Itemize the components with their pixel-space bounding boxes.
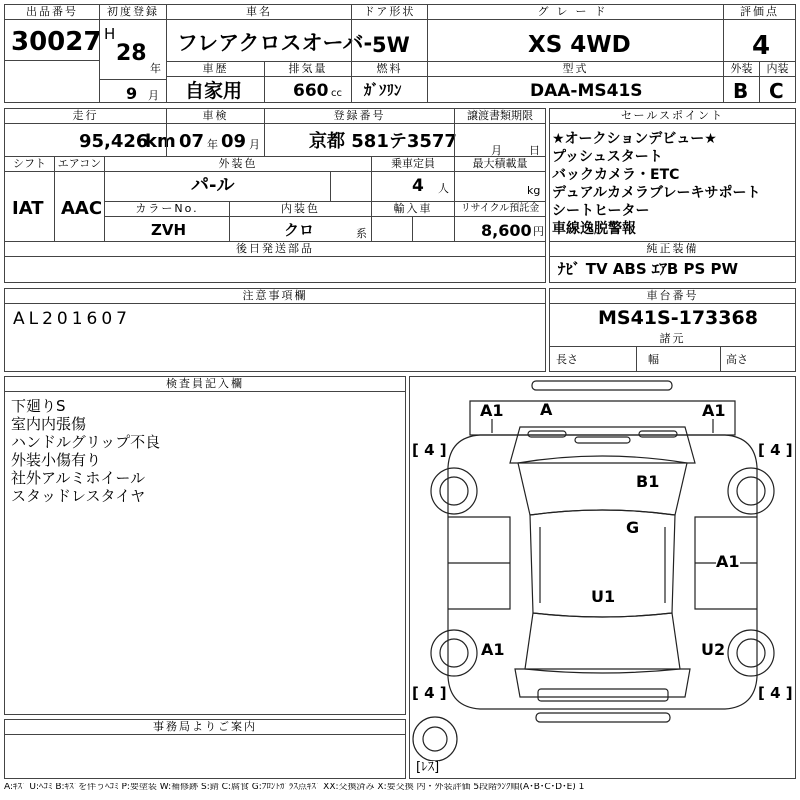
chassis-number: MS41S-173368 [598,307,758,329]
mark-a1-rear-left: A1 [481,640,505,659]
era: H [104,25,116,43]
model-box [427,61,724,103]
grade-value: XS 4WD [528,32,631,58]
chassis-box [549,288,796,372]
plate-label: 登録番号 [265,109,454,124]
spare-tire-label: [ﾚｽ] [416,760,440,775]
shift-box [4,156,55,242]
inspection-label: 車検 [167,109,264,124]
displacement-label: 排気量 [265,62,351,77]
inspector-label: 検査員記入欄 [5,377,405,392]
exterior-label: 外装 [724,62,759,77]
length-label: 長さ [556,353,578,366]
mark-a1-front-right: A1 [702,401,726,420]
load-unit: kg [527,184,541,197]
interior-box [759,61,796,103]
intcolor-box [229,201,372,242]
score-value: 4 [752,31,771,61]
inspector-line-4: 外装小傷有り [11,451,102,469]
load-box [454,156,546,202]
reg-year-unit: 年 [150,62,161,75]
chassis-label: 車台番号 [550,289,795,304]
inspection-box [166,108,265,157]
transfer-box [454,108,546,157]
plate-value: 京都 581テ3577 [309,131,457,152]
intcolor-label: 内装色 [230,202,371,217]
ac-box [54,156,105,242]
car-name-box [166,4,373,62]
shift-value: IAT [12,198,44,219]
sales-point-5: シートヒーター [552,203,650,219]
lot-label: 出品番号 [5,5,99,20]
history-value: 自家用 [185,80,243,102]
import-box [371,201,455,242]
door-value: 5W [372,33,410,57]
interior-label: 内装 [760,62,795,77]
lot-box [4,4,100,61]
displacement-value: 660 [293,81,329,101]
recycle-label: リサイクル預託金 [455,202,545,217]
displacement-box [264,61,352,103]
tire-rear-left: [ 4 ] [412,684,447,702]
score-label: 評価点 [724,5,795,20]
intcolor-unit: 系 [356,227,367,240]
specs-label: 諸元 [550,332,795,347]
mark-u1: U1 [591,587,616,606]
later-parts-box [4,241,546,283]
notes-box [4,288,546,372]
ac-label: エアコン [55,157,104,172]
legend: A:ｷｽﾞ U:ﾍｺﾐ B:ｷｽﾞを伴うﾍｺﾐ P:要塗装 W:補修跡 S:錆 C:腐食 G:ﾌﾛﾝﾄｶﾞﾗｽ点ｷｽﾞ XX:交換済み X:要交換 内・外装評価 5段階ﾗﾝｸ順(A･B･C･D･E) 1 [4,783,585,792]
sales-point-1: ★オークションデビュー★ [552,131,717,147]
capacity-box [371,156,455,202]
equipment-label: 純正装備 [550,242,795,257]
colorno-label: カラーNo. [105,202,229,217]
exterior-box [723,61,760,103]
history-box [166,61,265,103]
history-label: 車歴 [167,62,264,77]
width-label: 幅 [648,353,659,366]
equipment-box [549,241,796,283]
reg-year: 28 [116,41,147,66]
mark-u2: U2 [701,640,726,659]
plate-box [264,108,455,157]
capacity-unit: 人 [438,182,449,195]
tire-rear-right: [ 4 ] [758,684,793,702]
sales-point-2: プッシュスタート [552,149,663,165]
load-label: 最大積載量 [455,157,545,172]
first-reg-label: 初度登録 [100,5,166,20]
office-box [4,719,406,779]
recycle-box [454,201,546,242]
sales-points-box [549,108,796,242]
reg-month: 9 [126,84,138,103]
fuel-box [351,61,428,103]
mileage-value: 95,426 [79,131,149,152]
lot-lower-box [4,60,100,103]
sales-points-label: セールスポイント [550,109,795,124]
mark-a1-side: A1 [716,552,740,571]
inspection-year-unit: 年 [207,138,218,151]
mileage-label: 走行 [5,109,166,124]
inspector-line-2: 室内内張傷 [11,415,87,433]
recycle-value: 8,600 [481,221,532,240]
grade-box [427,4,724,62]
mark-g: G [626,518,640,537]
first-reg-box [99,4,167,103]
exterior-grade: B [733,79,749,103]
notes-label: 注意事項欄 [5,289,545,304]
inspection-year: 07 [179,131,205,152]
import-label: 輸入車 [372,202,454,217]
color-value: パ-ル [191,175,235,196]
lot-number: 30027 [11,27,102,57]
mark-a1-front-left: A1 [480,401,504,420]
door-box [351,4,428,62]
car-diagram [410,377,795,778]
sales-point-4: デュアルカメラブレーキサポート [552,185,761,201]
fuel-value: ｶﾞｿﾘﾝ [364,81,402,99]
office-label: 事務局よりご案内 [5,720,405,735]
colorno-value: ZVH [151,221,187,239]
color-box [104,156,372,202]
model-value: DAA-MS41S [530,81,643,101]
shift-label: シフト [5,157,54,172]
ac-value: AAC [61,198,103,219]
sales-point-6: 車線逸脱警報 [552,221,636,237]
equipment-value: ﾅﾋﾞ TV ABS ｴｱB PS PW [558,260,739,278]
inspector-line-5: 社外アルミホイール [11,469,146,487]
inspector-box [4,376,406,715]
transfer-label: 譲渡書類期限 [455,109,545,124]
intcolor-value: クロ [284,221,315,239]
mark-b1: B1 [636,472,660,491]
recycle-unit: 円 [533,225,544,238]
reg-month-unit: 月 [148,89,159,102]
inspector-line-6: スタッドレスタイヤ [11,487,146,505]
grade-label: グレード [428,5,723,20]
interior-grade: C [769,79,784,103]
car-name: フレアクロスオーバ- [177,31,373,55]
sales-point-3: バックカメラ・ETC [552,167,680,183]
tire-front-right: [ 4 ] [758,441,793,459]
score-box [723,4,796,62]
later-parts-label: 後日発送部品 [5,242,545,257]
capacity-label: 乗車定員 [372,157,454,172]
door-label: ドア形状 [352,5,427,20]
transfer-day: 日 [529,144,540,157]
inspection-month: 09 [221,131,247,152]
inspector-line-3: ハンドルグリップ不良 [11,433,161,451]
tire-front-left: [ 4 ] [412,441,447,459]
capacity-value: 4 [412,176,424,196]
car-name-label: 車名 [167,5,351,20]
transfer-month: 月 [491,144,502,157]
height-label: 高さ [726,353,748,366]
displacement-unit: cc [331,88,342,99]
colorno-box [104,201,230,242]
color-label: 外装色 [105,157,371,172]
notes-value: AL201607 [13,309,131,329]
diagram-box [409,376,796,779]
inspection-month-unit: 月 [249,138,260,151]
mark-a-front: A [540,400,553,419]
mileage-box [4,108,176,157]
fuel-label: 燃料 [352,62,427,77]
mileage-unit: km [145,131,176,152]
model-label: 型式 [428,62,723,77]
inspector-line-1: 下廻りS [11,397,66,415]
